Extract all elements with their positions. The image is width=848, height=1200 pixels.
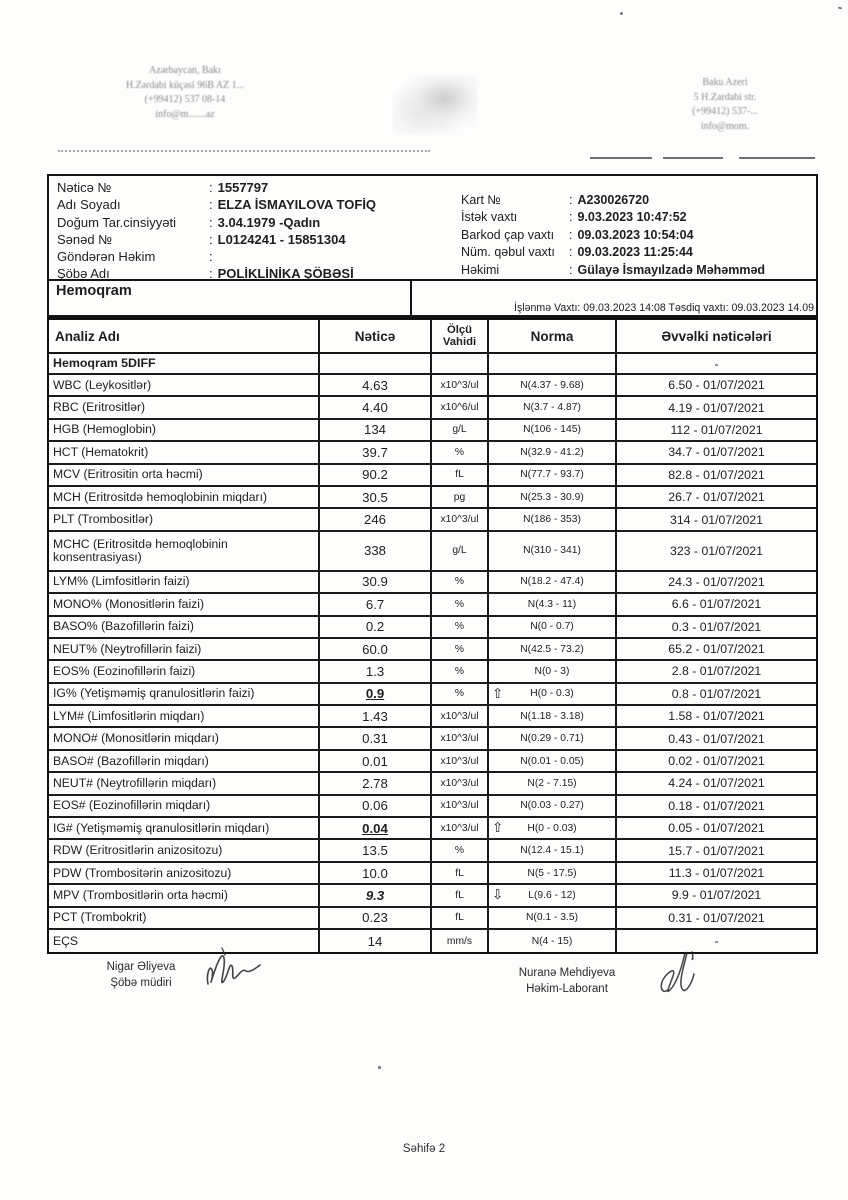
analysis-name: Hemoqram 5DIFF <box>49 354 320 373</box>
unit-value: % <box>432 572 489 592</box>
previous-result: 323 - 01/07/2021 <box>670 543 763 558</box>
result-value: 6.7 <box>320 594 432 614</box>
result-value: 4.40 <box>320 397 432 417</box>
norma-text: N(1.18 - 3.18) <box>520 710 584 722</box>
unit-value: x10^3/ul <box>432 796 489 816</box>
unit-value: x10^3/ul <box>432 509 489 529</box>
norma-value <box>489 751 617 771</box>
header-analysis-name: Analiz Adı <box>49 320 320 352</box>
unit-value <box>432 354 489 373</box>
unit-value: % <box>432 442 489 462</box>
table-body <box>49 354 816 952</box>
unit-value: x10^3/ul <box>432 751 489 771</box>
table-row <box>49 397 816 419</box>
table-row <box>49 487 816 509</box>
analysis-name: PCT (Trombokrit) <box>49 908 320 928</box>
norma-value <box>489 728 617 748</box>
norma-value <box>489 840 617 860</box>
header-unit: Ölçü Vahidi <box>432 320 489 352</box>
letterhead-line: (+99412) 537-... <box>692 106 758 117</box>
result-value: 1.3 <box>320 661 432 681</box>
info-field-label: Kart № <box>461 193 501 207</box>
info-field-value: A230026720 <box>577 193 650 207</box>
norma-value <box>489 420 617 440</box>
unit-value: x10^6/ul <box>432 397 489 417</box>
info-field-label: Nəticə № <box>57 180 112 195</box>
analysis-name: MPV (Trombositlərin orta həcmi) <box>49 885 320 905</box>
high-flag-icon: ⇧ <box>492 820 504 836</box>
analysis-name: EOS# (Eozinofillərin miqdarı) <box>49 796 320 816</box>
info-field-value: L0124241 - 15851304 <box>217 231 346 247</box>
table-row <box>49 885 816 907</box>
info-field-colon: : <box>569 193 573 207</box>
signature-scribble <box>198 944 276 998</box>
unit-value: x10^3/ul <box>432 773 489 793</box>
unit-value: g/L <box>432 420 489 440</box>
previous-result: 0.43 - 01/07/2021 <box>668 731 765 746</box>
table-row <box>49 594 816 616</box>
norma-value <box>489 465 617 485</box>
norma-value <box>489 796 617 816</box>
norma-value <box>489 706 617 726</box>
result-value: 246 <box>320 509 432 529</box>
header-norma: Norma <box>489 320 617 352</box>
analysis-name: MCV (Eritrositin orta həcmi) <box>49 465 320 485</box>
table-row <box>49 796 816 818</box>
norma-text: N(0.1 - 3.5) <box>525 912 579 924</box>
norma-text: N(42.5 - 73.2) <box>520 643 584 655</box>
unit-value: % <box>432 661 489 681</box>
previous-result: 24.3 - 01/07/2021 <box>668 574 765 589</box>
norma-text: N(0 - 3) <box>534 665 570 677</box>
previous-result: 4.24 - 01/07/2021 <box>668 776 765 791</box>
norma-value <box>489 354 617 373</box>
unit-value: fL <box>432 465 489 485</box>
info-field <box>461 192 765 209</box>
high-flag-icon: ⇧ <box>492 685 504 701</box>
analysis-name: WBC (Leykositlər) <box>49 375 320 395</box>
info-field-value: 09.03.2023 11:25:44 <box>577 245 693 260</box>
signature-scribble <box>652 946 710 1004</box>
separator-dash <box>739 157 815 159</box>
norma-value <box>489 773 617 793</box>
info-field-colon: : <box>569 227 573 242</box>
norma-text: N(77.7 - 93.7) <box>520 469 584 481</box>
signer-left <box>76 960 206 991</box>
previous-result: - <box>714 356 719 371</box>
info-field-colon: : <box>209 197 213 213</box>
patient-info-left <box>57 179 376 283</box>
result-value: 0.04 <box>320 818 432 838</box>
separator-dotted-line <box>58 150 430 152</box>
letterhead-line: Azərbaycan, Bakı <box>149 65 221 76</box>
info-field <box>57 179 376 196</box>
previous-result: 112 - 01/07/2021 <box>670 422 763 437</box>
table-row <box>49 509 816 531</box>
info-field <box>57 231 376 248</box>
letterhead-left <box>55 64 315 122</box>
result-value: 338 <box>320 532 432 570</box>
analysis-name: LYM% (Limfositlərin faizi) <box>49 572 320 592</box>
previous-result: 0.18 - 01/07/2021 <box>668 798 765 813</box>
norma-text: N(3.7 - 4.87) <box>523 402 581 414</box>
table-row <box>49 661 816 683</box>
info-field-colon: : <box>209 180 213 195</box>
result-value: 13.5 <box>320 840 432 860</box>
info-field-value: Gülayə İsmayılzadə Məhəmməd <box>577 262 766 277</box>
table-row <box>49 532 816 572</box>
table-row <box>49 840 816 862</box>
results-table <box>47 317 818 954</box>
unit-value: x10^3/ul <box>432 375 489 395</box>
norma-value <box>489 572 617 592</box>
result-value: 0.31 <box>320 728 432 748</box>
unit-value: mm/s <box>432 930 489 952</box>
separator-dash <box>663 157 723 159</box>
info-field-colon: : <box>209 266 213 282</box>
norma-text: N(2 - 7.15) <box>527 777 577 789</box>
previous-result: 314 - 01/07/2021 <box>670 512 763 527</box>
analysis-name: EÇS <box>49 930 320 952</box>
result-value: 30.9 <box>320 572 432 592</box>
previous-result: 65.2 - 01/07/2021 <box>668 642 765 657</box>
analysis-name: MCH (Eritrositdə hemoqlobinin miqdarı) <box>49 487 320 507</box>
info-field-label: İstək vaxtı <box>461 210 518 225</box>
norma-text: N(310 - 341) <box>523 545 581 557</box>
info-field-value: 9.03.2023 10:47:52 <box>577 210 687 225</box>
table-row <box>49 728 816 750</box>
table-row <box>49 706 816 728</box>
info-field <box>461 244 765 261</box>
table-row <box>49 639 816 661</box>
processing-times: İşlənmə Vaxtı: 09.03.2023 14:08 Təsdiq vaxtı: 09.03.2023 14.09 <box>514 302 814 314</box>
previous-result: 34.7 - 01/07/2021 <box>668 445 765 460</box>
analysis-name: BASO# (Bazofillərin miqdarı) <box>49 751 320 771</box>
info-field-label: Göndərən Həkim <box>57 249 156 265</box>
info-field-value: ELZA İSMAYILOVA TOFİQ <box>217 197 377 213</box>
analysis-name: PLT (Trombositlər) <box>49 509 320 529</box>
previous-result: 0.05 - 01/07/2021 <box>668 821 765 836</box>
previous-result: 4.19 - 01/07/2021 <box>668 400 765 415</box>
norma-text: N(25.3 - 30.9) <box>520 491 584 503</box>
page-number: Səhifə 2 <box>402 1143 446 1155</box>
norma-text: N(32.9 - 41.2) <box>520 446 584 458</box>
table-header-row <box>49 320 816 354</box>
previous-result: 2.8 - 01/07/2021 <box>671 664 762 679</box>
analysis-name: NEUT# (Neytrofillərin miqdarı) <box>49 773 320 793</box>
letterhead-line: info@mom. <box>700 120 750 132</box>
info-field-value: 3.04.1979 -Qadın <box>217 214 321 230</box>
analysis-name: MONO# (Monositlərin miqdarı) <box>49 728 320 748</box>
info-field-colon: : <box>209 214 213 230</box>
norma-value <box>489 532 617 570</box>
info-field-label: Həkimi <box>461 262 500 277</box>
norma-text: N(18.2 - 47.4) <box>520 576 584 588</box>
section-band <box>47 281 818 317</box>
norma-value <box>489 885 617 905</box>
unit-value: x10^3/ul <box>432 706 489 726</box>
info-field-label: Şöbə Adı <box>57 266 110 282</box>
letterhead-right <box>616 76 834 134</box>
previous-result: 1.58 - 01/07/2021 <box>668 709 765 724</box>
scan-artifact-dot <box>620 12 623 15</box>
result-value: 14 <box>320 930 432 952</box>
signer-name: Nigar Əliyeva <box>106 961 176 973</box>
unit-value: % <box>432 594 489 614</box>
scan-artifact-dot <box>838 7 842 10</box>
unit-value: fL <box>432 863 489 883</box>
norma-text: N(0.01 - 0.05) <box>520 755 584 767</box>
unit-value: % <box>432 684 489 704</box>
info-field-colon: : <box>569 262 573 277</box>
table-row <box>49 684 816 706</box>
result-value: 39.7 <box>320 442 432 462</box>
analysis-name: MCHC (Eritrositdə hemoqlobinin konsentrasiyası) <box>49 532 320 570</box>
result-value: 134 <box>320 420 432 440</box>
info-field-colon: : <box>569 210 573 225</box>
previous-result: 0.02 - 01/07/2021 <box>668 754 765 769</box>
norma-text: H(0 - 0.3) <box>530 688 574 700</box>
table-row <box>49 818 816 840</box>
analysis-name: IG# (Yetişməmiş qranulositlərin miqdarı) <box>49 818 320 838</box>
patient-info-box <box>47 174 818 281</box>
table-row <box>49 465 816 487</box>
letterhead-line: H.Zərdabi küçəsi 96B AZ 1... <box>125 79 245 91</box>
norma-text: N(0 - 0.7) <box>530 621 574 633</box>
analysis-name: NEUT% (Neytrofillərin faizi) <box>49 639 320 659</box>
norma-value <box>489 509 617 529</box>
section-title: Hemoqram <box>49 281 412 315</box>
signer-name: Nuranə Mehdiyeva <box>518 967 616 979</box>
result-value: 0.9 <box>320 684 432 704</box>
unit-value: x10^3/ul <box>432 728 489 748</box>
result-value: 1.43 <box>320 706 432 726</box>
table-row <box>49 863 816 885</box>
previous-result: 11.3 - 01/07/2021 <box>668 866 765 880</box>
norma-value <box>489 908 617 928</box>
analysis-name: LYM# (Limfositlərin miqdarı) <box>49 706 320 726</box>
table-row <box>49 375 816 397</box>
previous-result: 0.31 - 01/07/2021 <box>668 910 765 925</box>
previous-result: - <box>714 934 719 949</box>
info-field <box>461 262 765 279</box>
signer-title: Şöbə müdiri <box>110 976 172 989</box>
letterhead-line: info@m.......az <box>155 108 215 120</box>
norma-value <box>489 930 617 952</box>
letterhead-line: (+99412) 537 08-14 <box>144 94 226 105</box>
unit-value: x10^3/ul <box>432 818 489 838</box>
analysis-name: HCT (Hematokrit) <box>49 442 320 462</box>
analysis-name: HGB (Hemoglobin) <box>49 420 320 440</box>
result-value: 4.63 <box>320 375 432 395</box>
table-row <box>49 442 816 464</box>
norma-text: L(9.6 - 12) <box>528 889 576 901</box>
norma-text: N(0.29 - 0.71) <box>520 733 584 745</box>
info-field <box>57 248 376 265</box>
result-value: 0.01 <box>320 751 432 771</box>
result-value: 9.3 <box>320 885 432 905</box>
previous-result: 15.7 - 01/07/2021 <box>668 843 765 858</box>
unit-value: % <box>432 639 489 659</box>
result-value: 0.06 <box>320 796 432 816</box>
norma-value <box>489 487 617 507</box>
norma-text: N(4.3 - 11) <box>527 598 577 610</box>
analysis-name: MONO% (Monositlərin faizi) <box>49 594 320 614</box>
previous-result: 0.3 - 01/07/2021 <box>671 619 762 634</box>
info-field-colon: : <box>209 231 213 247</box>
table-row <box>49 420 816 442</box>
table-row <box>49 572 816 594</box>
result-value: 90.2 <box>320 465 432 485</box>
result-value <box>320 354 432 373</box>
table-row <box>49 617 816 639</box>
info-field-label: Nüm. qəbul vaxtı <box>461 245 555 260</box>
analysis-name: RBC (Eritrositlər) <box>49 397 320 417</box>
previous-result: 6.50 - 01/07/2021 <box>668 378 765 393</box>
unit-value: g/L <box>432 532 489 570</box>
letterhead-line: 5 H.Zardabi str. <box>693 91 757 103</box>
patient-info-right <box>461 192 765 279</box>
norma-text: N(4 - 15) <box>531 935 573 947</box>
info-field-label: Adı Soyadı <box>57 197 121 213</box>
header-result: Nəticə <box>320 320 432 352</box>
analysis-name: IG% (Yetişməmiş qranulositlərin faizi) <box>49 684 320 704</box>
previous-result: 82.8 - 01/07/2021 <box>668 467 765 482</box>
info-field-colon: : <box>569 245 573 260</box>
low-flag-icon: ⇩ <box>492 887 504 903</box>
result-value: 30.5 <box>320 487 432 507</box>
info-field <box>461 227 765 244</box>
unit-value: % <box>432 617 489 637</box>
info-field-label: Doğum Tar.cinsiyyəti <box>57 214 176 230</box>
norma-value <box>489 818 617 838</box>
norma-text: N(4.37 - 9.68) <box>520 379 584 391</box>
norma-value <box>489 594 617 614</box>
previous-result: 9.9 - 01/07/2021 <box>671 888 762 903</box>
norma-text: H(0 - 0.03) <box>527 822 577 834</box>
norma-value <box>489 375 617 395</box>
table-row <box>49 773 816 795</box>
unit-value: fL <box>432 885 489 905</box>
previous-result: 0.8 - 01/07/2021 <box>671 686 762 701</box>
letterhead-logo-smudge <box>393 76 477 134</box>
result-value: 2.78 <box>320 773 432 793</box>
info-field-label: Barkod çap vaxtı <box>461 227 555 242</box>
norma-text: N(5 - 17.5) <box>527 867 577 879</box>
table-row <box>49 354 816 375</box>
scan-artifact-dot <box>378 1066 381 1069</box>
norma-text: N(106 - 145) <box>523 424 581 436</box>
info-field-value: POLİKLİNİKA ŞÖBƏSİ <box>217 266 354 282</box>
previous-result: 26.7 - 01/07/2021 <box>668 490 765 505</box>
norma-text: N(186 - 353) <box>523 514 581 526</box>
info-field <box>57 196 376 213</box>
info-field-label: Sənəd № <box>57 231 113 247</box>
analysis-name: BASO% (Bazofillərin faizi) <box>49 617 320 637</box>
info-field-value: 1557797 <box>217 180 269 195</box>
norma-value <box>489 617 617 637</box>
result-value: 10.0 <box>320 863 432 883</box>
analysis-name: PDW (Trombositərin anizositozu) <box>49 863 320 883</box>
separator-dash <box>590 157 652 159</box>
analysis-name: EOS% (Eozinofillərin faizi) <box>49 661 320 681</box>
norma-value <box>489 639 617 659</box>
result-value: 60.0 <box>320 639 432 659</box>
unit-value: pg <box>432 487 489 507</box>
norma-value <box>489 397 617 417</box>
info-field-value: 09.03.2023 10:54:04 <box>577 227 694 242</box>
norma-value <box>489 442 617 462</box>
table-row <box>49 751 816 773</box>
info-field <box>57 214 376 231</box>
letterhead-line: Baku Azeri <box>702 77 748 88</box>
result-value: 0.2 <box>320 617 432 637</box>
info-field-colon: : <box>209 249 213 265</box>
previous-result: 6.6 - 01/07/2021 <box>671 597 762 612</box>
norma-value <box>489 863 617 883</box>
norma-text: N(12.4 - 15.1) <box>520 845 584 857</box>
norma-value <box>489 661 617 681</box>
table-row <box>49 908 816 930</box>
signer-title: Həkim-Laborant <box>526 982 608 995</box>
norma-value <box>489 684 617 704</box>
unit-value: % <box>432 840 489 860</box>
signer-right <box>492 966 642 997</box>
info-field <box>461 209 765 226</box>
header-previous-results: Əvvəlki nəticələri <box>661 328 772 344</box>
analysis-name: RDW (Eritrositlərin anizositozu) <box>49 840 320 860</box>
norma-text: N(0.03 - 0.27) <box>520 800 584 812</box>
unit-value: fL <box>432 908 489 928</box>
result-value: 0.23 <box>320 908 432 928</box>
